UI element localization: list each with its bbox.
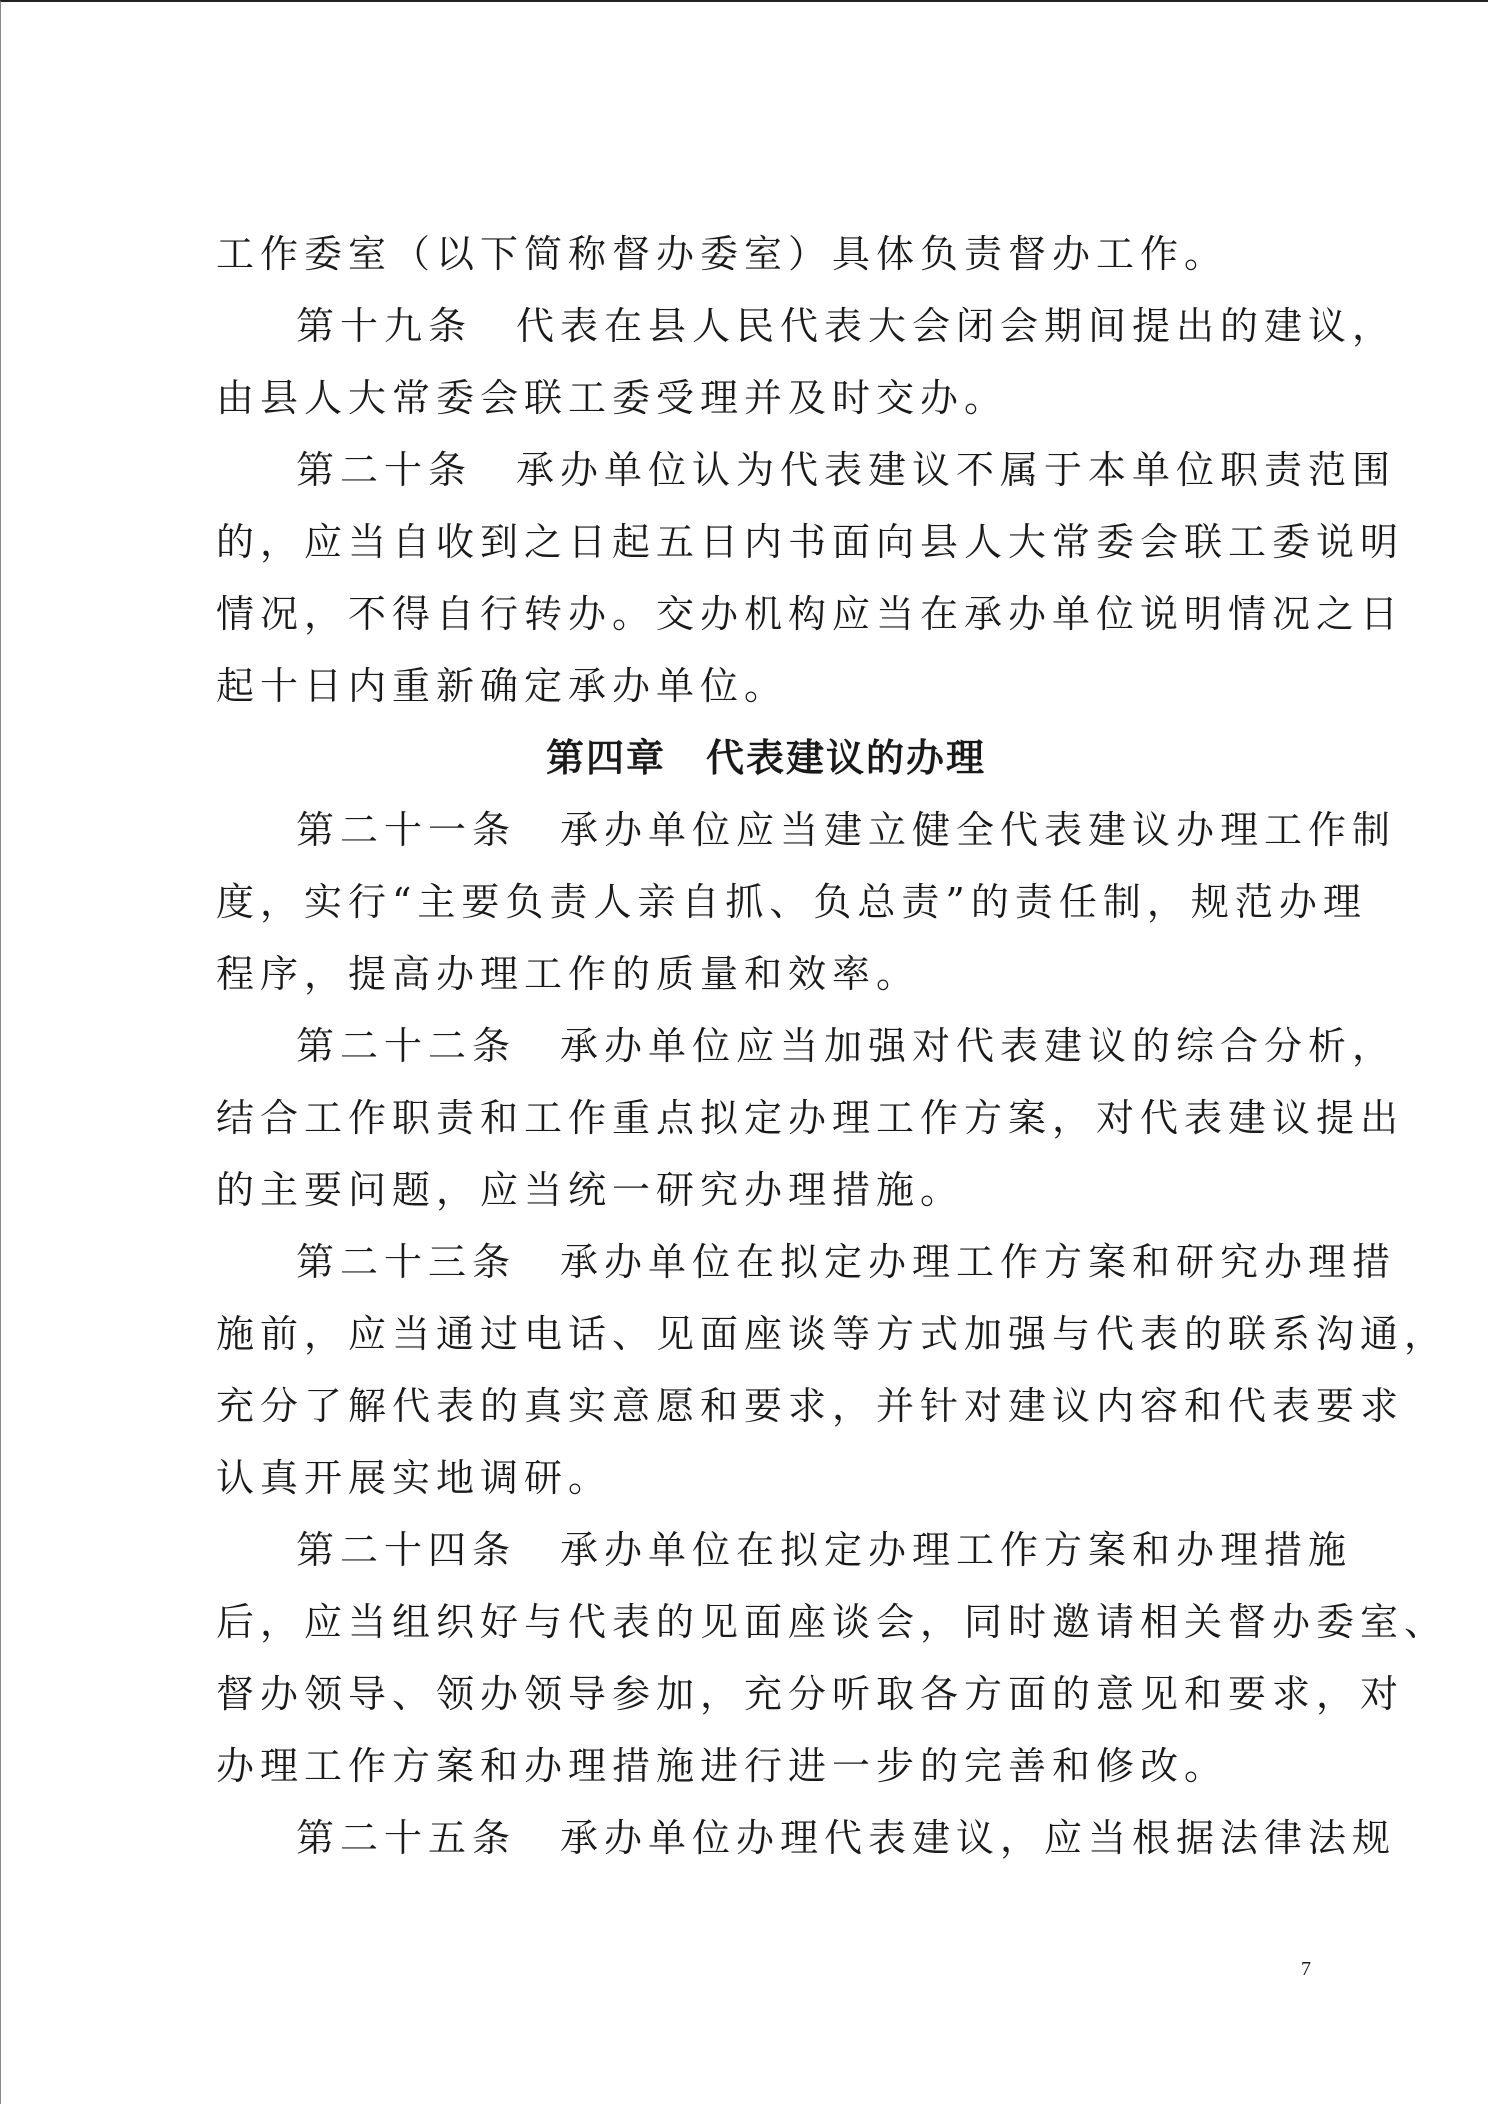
page-number: 7 — [1301, 1958, 1311, 1980]
chapter-heading: 第四章 代表建议的办理 — [545, 736, 986, 780]
text-line: 后，应当组织好与代表的见面座谈会，同时邀请相关督办委室、 — [216, 1600, 1449, 1644]
text-line: 充分了解代表的真实意愿和要求，并针对建议内容和代表要求 — [216, 1384, 1405, 1428]
text-line: 认真开展实地调研。 — [216, 1456, 613, 1500]
text-line: 第十九条 代表在县人民代表大会闭会期间提出的建议， — [296, 304, 1397, 348]
text-line: 施前，应当通过电话、见面座谈等方式加强与代表的联系沟通， — [216, 1312, 1449, 1356]
text-line: 结合工作职责和工作重点拟定办理工作方案，对代表建议提出 — [216, 1096, 1405, 1140]
paragraphs-before-heading — [216, 218, 1405, 722]
text-line: 督办领导、领办领导参加，充分听取各方面的意见和要求，对 — [216, 1672, 1405, 1716]
text-line: 工作委室（以下简称督办委室）具体负责督办工作。 — [216, 232, 1229, 276]
text-line: 第二十四条 承办单位在拟定办理工作方案和办理措施 — [296, 1528, 1353, 1572]
text-line: 第二十五条 承办单位办理代表建议，应当根据法律法规 — [296, 1816, 1397, 1860]
text-line: 第二十三条 承办单位在拟定办理工作方案和研究办理措 — [296, 1240, 1397, 1284]
document-body — [216, 218, 1449, 1874]
text-line: 情况，不得自行转办。交办机构应当在承办单位说明情况之日 — [216, 592, 1405, 636]
text-line: 办理工作方案和办理措施进行进一步的完善和修改。 — [216, 1744, 1229, 1788]
paragraphs-after-heading — [216, 794, 1449, 1874]
text-line: 第二十条 承办单位认为代表建议不属于本单位职责范围 — [296, 448, 1397, 492]
text-line: 第二十二条 承办单位应当加强对代表建议的综合分析， — [296, 1024, 1397, 1068]
text-line: 由县人大常委会联工委受理并及时交办。 — [216, 376, 1009, 420]
text-line: 程序，提高办理工作的质量和效率。 — [216, 952, 921, 996]
text-line: 的主要问题，应当统一研究办理措施。 — [216, 1168, 965, 1212]
text-line: 的，应当自收到之日起五日内书面向县人大常委会联工委说明 — [216, 520, 1405, 564]
text-line: 度，实行“主要负责人亲自抓、负总责”的责任制，规范办理 — [216, 880, 1367, 924]
text-line: 第二十一条 承办单位应当建立健全代表建议办理工作制 — [296, 808, 1397, 852]
text-line: 起十日内重新确定承办单位。 — [216, 664, 789, 708]
